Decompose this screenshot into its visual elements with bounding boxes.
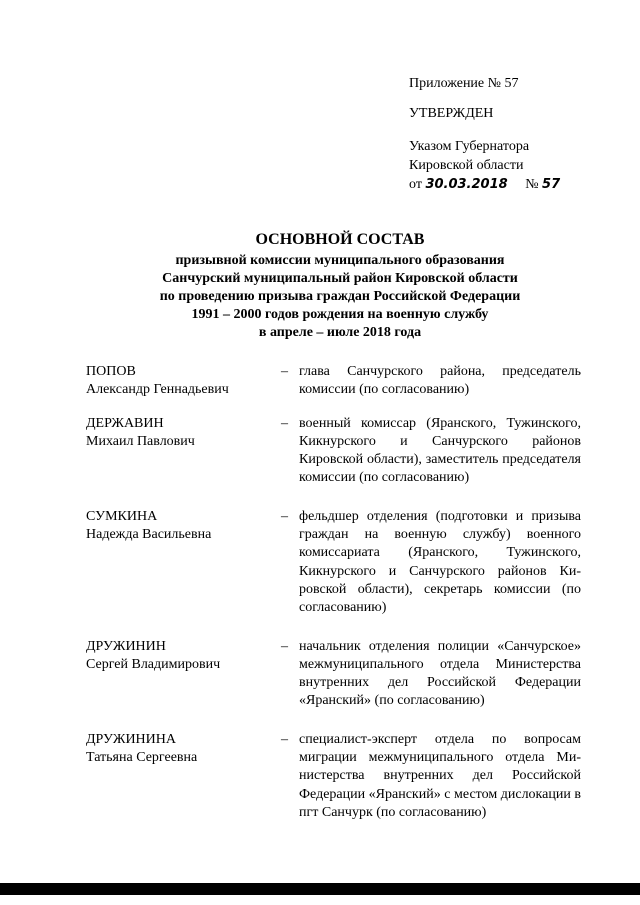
dash-separator: – (281, 731, 288, 747)
dash-separator: – (281, 638, 288, 654)
approved-heading: УТВЕРЖДЕН (409, 106, 494, 121)
document-title-block (60, 230, 620, 342)
member-surname: ПОПОВ (86, 364, 136, 379)
member-entry (86, 415, 581, 488)
member-name (86, 731, 281, 822)
number-label: № (525, 177, 539, 192)
scan-edge-bar (0, 883, 640, 895)
title-line-3: по проведению призыва граждан Российской Федерации (159, 289, 521, 304)
member-name (86, 508, 281, 618)
member-given-names: Надежда Васильевна (86, 527, 212, 543)
handwritten-number: 57 (542, 177, 561, 192)
dash-separator: – (281, 415, 288, 431)
member-role: специалист-эксперт отдела по вопросам миграции межмуниципального отдела Министерства внутренних дел Российской Федерации «Яранский» с местом дислокации в пгт Санчурк (по согласованию) (299, 731, 581, 820)
member-entry (86, 508, 581, 618)
member-name (86, 638, 281, 711)
decree-date-line (409, 175, 629, 194)
member-given-names: Сергей Владимирович (86, 656, 221, 672)
member-role: фельдшер отделения (подготовки и призыва граждан на военную службу) военного комиссариата (Яранского, Тужинского, Кикнурского и Санчурского районов Кировской области), секретарь комиссии (по согласованию) (299, 508, 581, 616)
appendix-number: Приложение № 57 (409, 76, 519, 91)
title-line-4: 1991 – 2000 годов рождения на военную службу (191, 307, 489, 322)
decree-line-1: Указом Губернатора (409, 139, 530, 154)
title-line-2: Санчурский муниципальный район Кировской области (162, 271, 518, 286)
members-list (86, 363, 581, 822)
date-prefix: от (409, 177, 422, 192)
member-role: начальник отделения полиции «Санчурское» межмуниципального отдела Министерства внутренних дел Российской Федерации «Яранский» (по согласованию) (299, 638, 581, 709)
title-line-1: призывной комиссии муниципального образования (175, 253, 505, 268)
approval-block (409, 74, 629, 194)
member-given-names: Михаил Павлович (86, 433, 195, 449)
member-surname: СУМКИНА (86, 508, 158, 524)
member-entry (86, 638, 581, 711)
handwritten-date: 30.03.2018 (425, 177, 508, 192)
member-given-names: Александр Геннадьевич (86, 382, 229, 398)
member-name (86, 363, 281, 400)
member-entry (86, 731, 581, 822)
dash-separator: – (281, 364, 288, 379)
decree-line-2: Кировской области (409, 158, 524, 173)
member-surname: ДРУЖИНИНА (86, 731, 176, 747)
member-name (86, 415, 281, 488)
document-title: ОСНОВНОЙ СОСТАВ (255, 231, 425, 248)
member-surname: ДЕРЖАВИН (86, 415, 164, 431)
title-line-5: в апреле – июле 2018 года (258, 325, 422, 340)
member-surname: ДРУЖИНИН (86, 638, 166, 654)
member-entry (86, 363, 581, 400)
member-role: глава Санчурского района, председатель комиссии (по согласованию) (299, 364, 581, 398)
dash-separator: – (281, 508, 288, 524)
member-role: военный комиссар (Яранского, Тужинского, Кикнурского и Санчурского районов Кировской области), заместитель председателя комиссии (по согласованию) (299, 415, 581, 486)
member-given-names: Татьяна Сергеевна (86, 750, 198, 766)
